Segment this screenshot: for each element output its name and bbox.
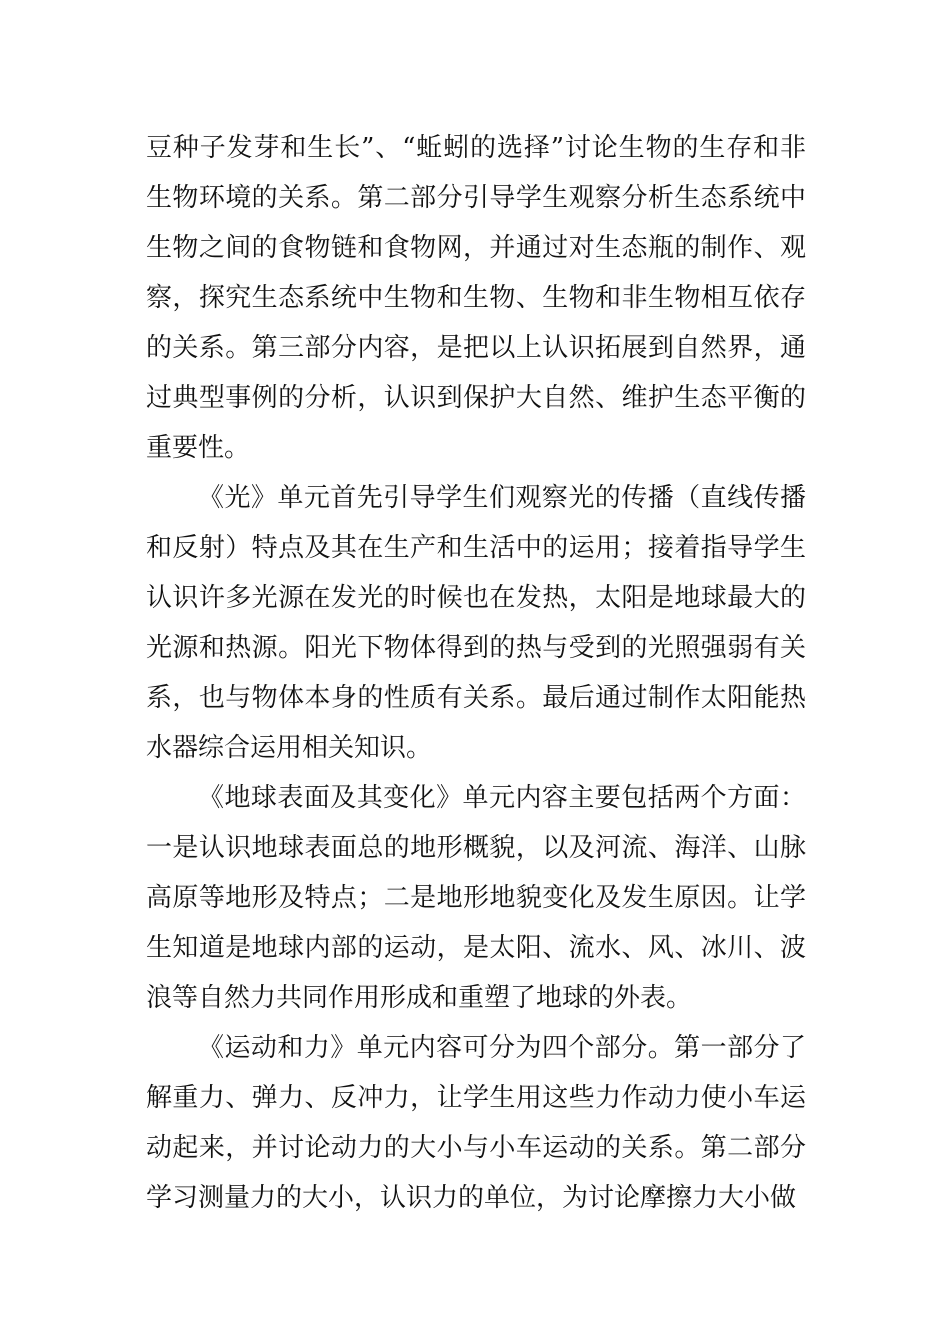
- paragraph-ecosystem-continued: 豆种子发芽和生长”、“蚯蚓的选择”讨论生物的生存和非生物环境的关系。第二部分引导学生观察分析生态系统中生物之间的食物链和食物网，并通过对生态瓶的制作、观察，探究生态系统中生物和生物、生物和非生物相互依存的关系。第三部分内容，是把以上认识拓展到自然界，通过典型事例的分析，认识到保护大自然、维护生态平衡的重要性。: [146, 133, 806, 463]
- paragraph-earth-surface-unit: 《地球表面及其变化》单元内容主要包括两个方面：一是认识地球表面总的地形概貌，以及河流、海洋、山脉高原等地形及特点；二是地形地貌变化及发生原因。让学生知道是地球内部的运动，是太阳、流水、风、冰川、波浪等自然力共同作用形成和重塑了地球的外表。: [146, 783, 806, 1013]
- document-page: [146, 123, 806, 1223]
- paragraph-motion-force-unit: 《运动和力》单元内容可分为四个部分。第一部分了解重力、弹力、反冲力，让学生用这些力作动力使小车运动起来，并讨论动力的大小与小车运动的关系。第二部分学习测量力的大小，认识力的单位，为讨论摩擦力大小做: [146, 1033, 806, 1213]
- paragraph-light-unit: 《光》单元首先引导学生们观察光的传播（直线传播和反射）特点及其在生产和生活中的运用；接着指导学生认识许多光源在发光的时候也在发热，太阳是地球最大的光源和热源。阳光下物体得到的热与受到的光照强弱有关系，也与物体本身的性质有关系。最后通过制作太阳能热水器综合运用相关知识。: [146, 483, 806, 763]
